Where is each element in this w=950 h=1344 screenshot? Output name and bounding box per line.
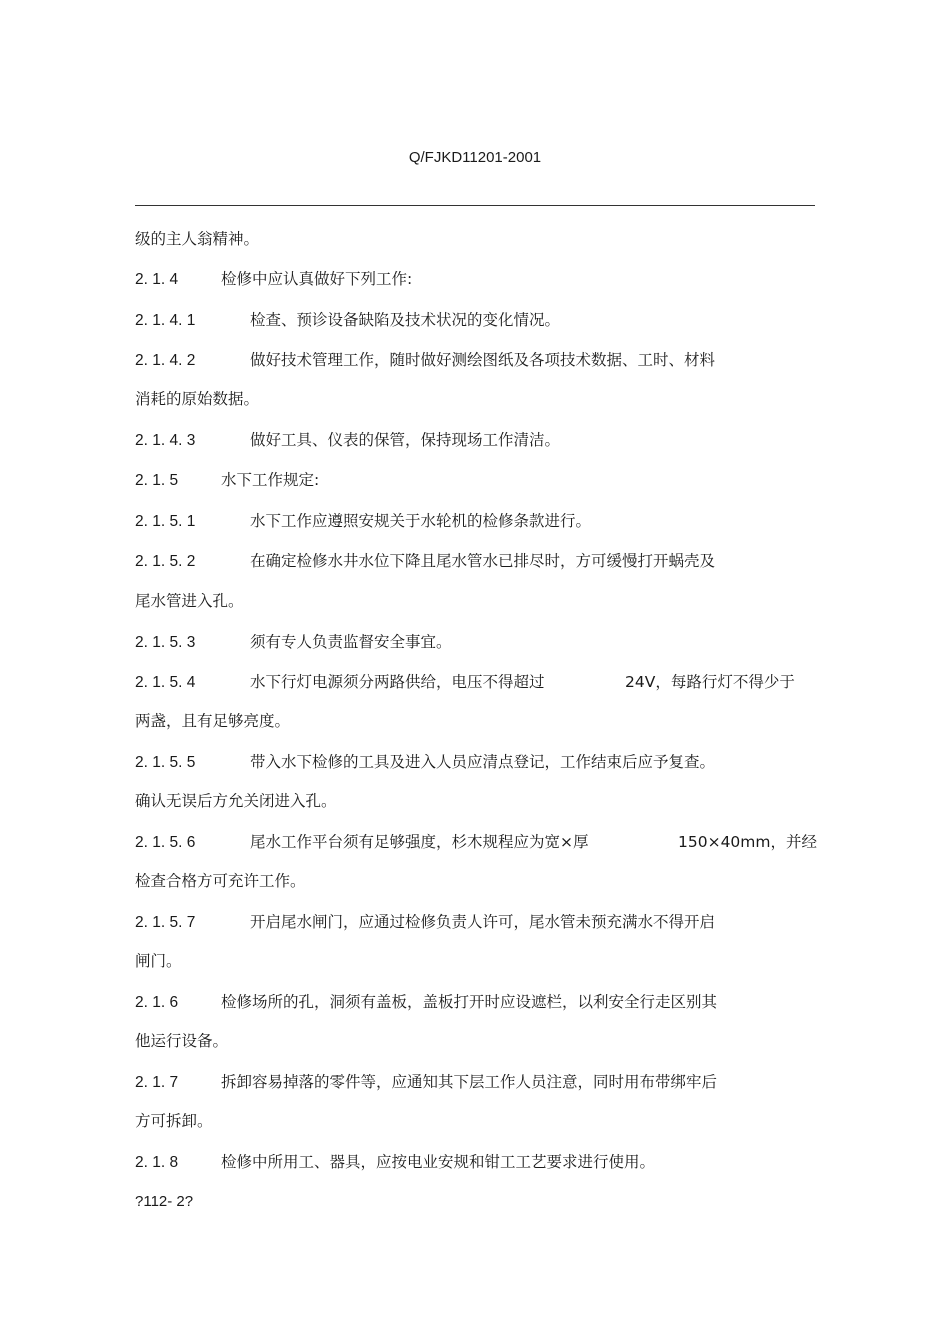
clause-number: 2. 1. 5. 6: [135, 834, 196, 851]
clause-text: 开启尾水闸门，应通过检修负责人许可，尾水管未预充满水不得开启: [250, 913, 716, 931]
clause-text: 两盏，且有足够亮度。: [135, 712, 291, 730]
text-line: [135, 951, 182, 971]
text-line: [135, 992, 717, 1013]
clause-text: 水下行灯电源须分两路供给，电压不得超过: [250, 673, 545, 691]
text-line: [135, 389, 259, 409]
text-line: [135, 791, 337, 811]
clause-text-tail: 24V，每路行灯不得少于: [625, 673, 795, 691]
clause-text: 确认无误后方允关闭进入孔。: [135, 792, 337, 810]
text-line: [135, 591, 244, 611]
text-line: [135, 470, 319, 491]
text-line: [135, 229, 259, 249]
header-rule: [135, 205, 815, 206]
clause-text: 水下工作规定:: [221, 471, 320, 489]
clause-number: 2. 1. 4. 1: [135, 312, 196, 329]
clause-text: 做好工具、仪表的保管，保持现场工作清洁。: [250, 431, 561, 449]
clause-text: 须有专人负责监督安全事宜。: [250, 633, 452, 651]
clause-text: 拆卸容易掉落的零件等，应通知其下层工作人员注意，同时用布带绑牢后: [221, 1073, 718, 1091]
text-line: [135, 511, 591, 532]
text-line: [135, 632, 452, 653]
text-line: [135, 832, 589, 853]
clause-text: 检查、预诊设备缺陷及技术状况的变化情况。: [250, 311, 561, 329]
clause-number: 2. 1. 5. 7: [135, 914, 196, 931]
clause-number: 2. 1. 5: [135, 472, 179, 489]
text-line: [135, 912, 715, 933]
text-line: [135, 1072, 717, 1093]
clause-text: 尾水工作平台须有足够强度，杉木规程应为宽×厚: [250, 833, 589, 851]
clause-text: 尾水管进入孔。: [135, 592, 244, 610]
clause-number: 2. 1. 5. 4: [135, 674, 196, 691]
clause-number: 2. 1. 5. 3: [135, 634, 196, 651]
text-line: [135, 269, 412, 290]
text-line: [135, 871, 306, 891]
clause-number: 2. 1. 4: [135, 271, 179, 288]
clause-text: 水下工作应遵照安规关于水轮机的检修条款进行。: [250, 512, 592, 530]
clause-number: 2. 1. 4. 3: [135, 432, 196, 449]
clause-number: 2. 1. 5. 1: [135, 513, 196, 530]
clause-text: 闸门。: [135, 952, 182, 970]
text-line: [135, 310, 560, 331]
clause-text: 消耗的原始数据。: [135, 390, 260, 408]
document-code-header: Q/FJKD11201-2001: [408, 149, 542, 166]
text-line: [135, 430, 560, 451]
text-line: [135, 1111, 213, 1131]
clause-number: 2. 1. 5. 2: [135, 553, 196, 570]
text-line: [135, 672, 545, 693]
clause-text: 检修场所的孔，洞须有盖板，盖板打开时应设遮栏，以利安全行走区别其: [221, 993, 718, 1011]
clause-number: 2. 1. 4. 2: [135, 352, 196, 369]
clause-text: 带入水下检修的工具及进入人员应清点登记，工作结束后应予复查。: [250, 753, 716, 771]
clause-text: 检修中所用工、器具，应按电业安规和钳工工艺要求进行使用。: [221, 1153, 656, 1171]
text-line: [135, 1031, 228, 1051]
text-line: [135, 551, 715, 572]
text-line: [135, 711, 290, 731]
clause-number: 2. 1. 8: [135, 1154, 179, 1171]
clause-text: 在确定检修水井水位下降且尾水管水已排尽时，方可缓慢打开蜗壳及: [250, 552, 716, 570]
text-line: [135, 1152, 655, 1173]
clause-number: 2. 1. 6: [135, 994, 179, 1011]
clause-number: 2. 1. 5. 5: [135, 754, 196, 771]
text-line: [135, 752, 715, 773]
clause-text: 方可拆卸。: [135, 1112, 213, 1130]
clause-text: 做好技术管理工作，随时做好测绘图纸及各项技术数据、工时、材料: [250, 351, 716, 369]
clause-text: 他运行设备。: [135, 1032, 229, 1050]
page-number: ?112- 2?: [135, 1193, 194, 1210]
clause-text: 检修中应认真做好下列工作:: [221, 270, 413, 288]
text-line: [135, 350, 715, 371]
clause-number: 2. 1. 7: [135, 1074, 179, 1091]
clause-text: 检查合格方可充许工作。: [135, 872, 306, 890]
clause-text-tail: 150×40mm，并经: [678, 833, 817, 851]
clause-text: 级的主人翁精神。: [135, 230, 260, 248]
